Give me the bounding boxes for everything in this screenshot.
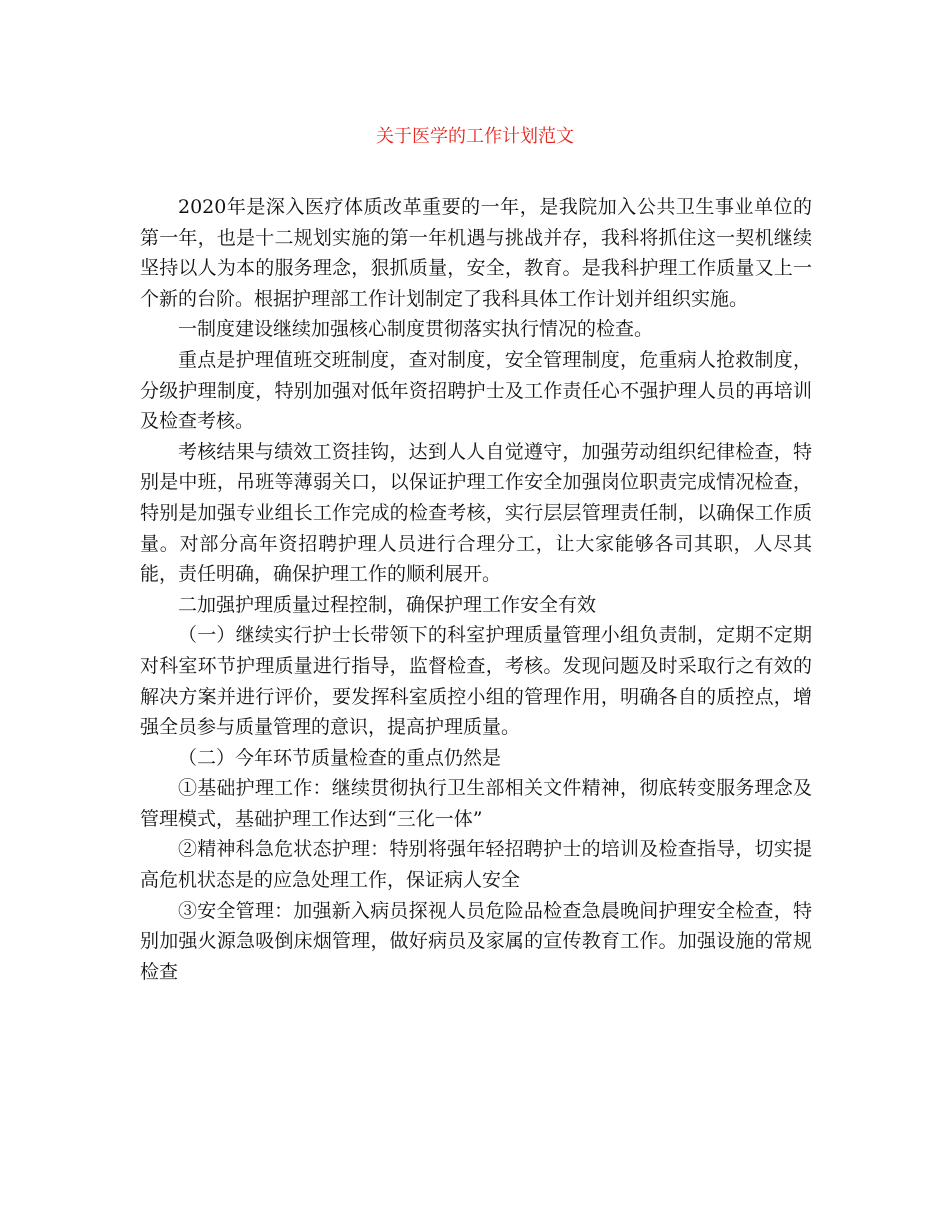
paragraph-assessment: 考核结果与绩效工资挂钩，达到人人自觉遵守，加强劳动组织纪律检查，特别是中班，吊班等薄弱关口，以保证护理工作安全加强岗位职责完成情况检查，特别是加强专业组长工作完成的检查考核，实行层层管理责任制，以确保工作质量。对部分高年资招聘护理人员进行合理分工，让大家能够各司其职，人尽其能，责任明确，确保护理工作的顺利展开。 <box>140 440 812 586</box>
paragraph-item-2: （二）今年环节质量检查的重点仍然是 <box>178 746 502 769</box>
document-body <box>140 192 812 987</box>
paragraph-emergency-care: ②精神科急危状态护理：特别将强年轻招聘护士的培训及检查指导，切实提高危机状态是的应急处理工作，保证病人安全 <box>140 838 812 892</box>
paragraph-safety: ③安全管理：加强新入病员探视人员危险品检查急晨晚间护理安全检查，特别加强火源急吸倒床烟管理，做好病员及家属的宣传教育工作。加强设施的常规检查 <box>140 899 812 983</box>
paragraph-basic-care: ①基础护理工作：继续贯彻执行卫生部相关文件精神，彻底转变服务理念及管理模式，基础护理工作达到“三化一体” <box>140 777 812 830</box>
document-title: 关于医学的工作计划范文 <box>376 126 574 147</box>
paragraph-heading-1: 一制度建设继续加强核心制度贯彻落实执行情况的检查。 <box>178 318 654 341</box>
paragraph-key-systems: 重点是护理值班交班制度，查对制度，安全管理制度，危重病人抢救制度，分级护理制度，特别加强对低年资招聘护士及工作责任心不强护理人员的再培训及检查考核。 <box>140 348 812 433</box>
paragraph-heading-2: 二加强护理质量过程控制，确保护理工作安全有效 <box>178 593 597 616</box>
paragraph-item-1: （一）继续实行护士长带领下的科室护理质量管理小组负责制，定期不定期对科室环节护理质量进行指导，监督检查，考核。发现问题及时采取行之有效的解决方案并进行评价，要发挥科室质控小组的管理作用，明确各自的质控点，增强全员参与质量管理的意识，提高护理质量。 <box>140 624 812 739</box>
paragraph-intro: 2020年是深入医疗体质改革重要的一年，是我院加入公共卫生事业单位的第一年，也是十二规划实施的第一年机遇与挑战并存，我科将抓住这一契机继续坚持以人为本的服务理念，狠抓质量，安全，教育。是我科护理工作质量又上一个新的台阶。根据护理部工作计划制定了我科具体工作计划并组织实施。 <box>140 196 812 310</box>
